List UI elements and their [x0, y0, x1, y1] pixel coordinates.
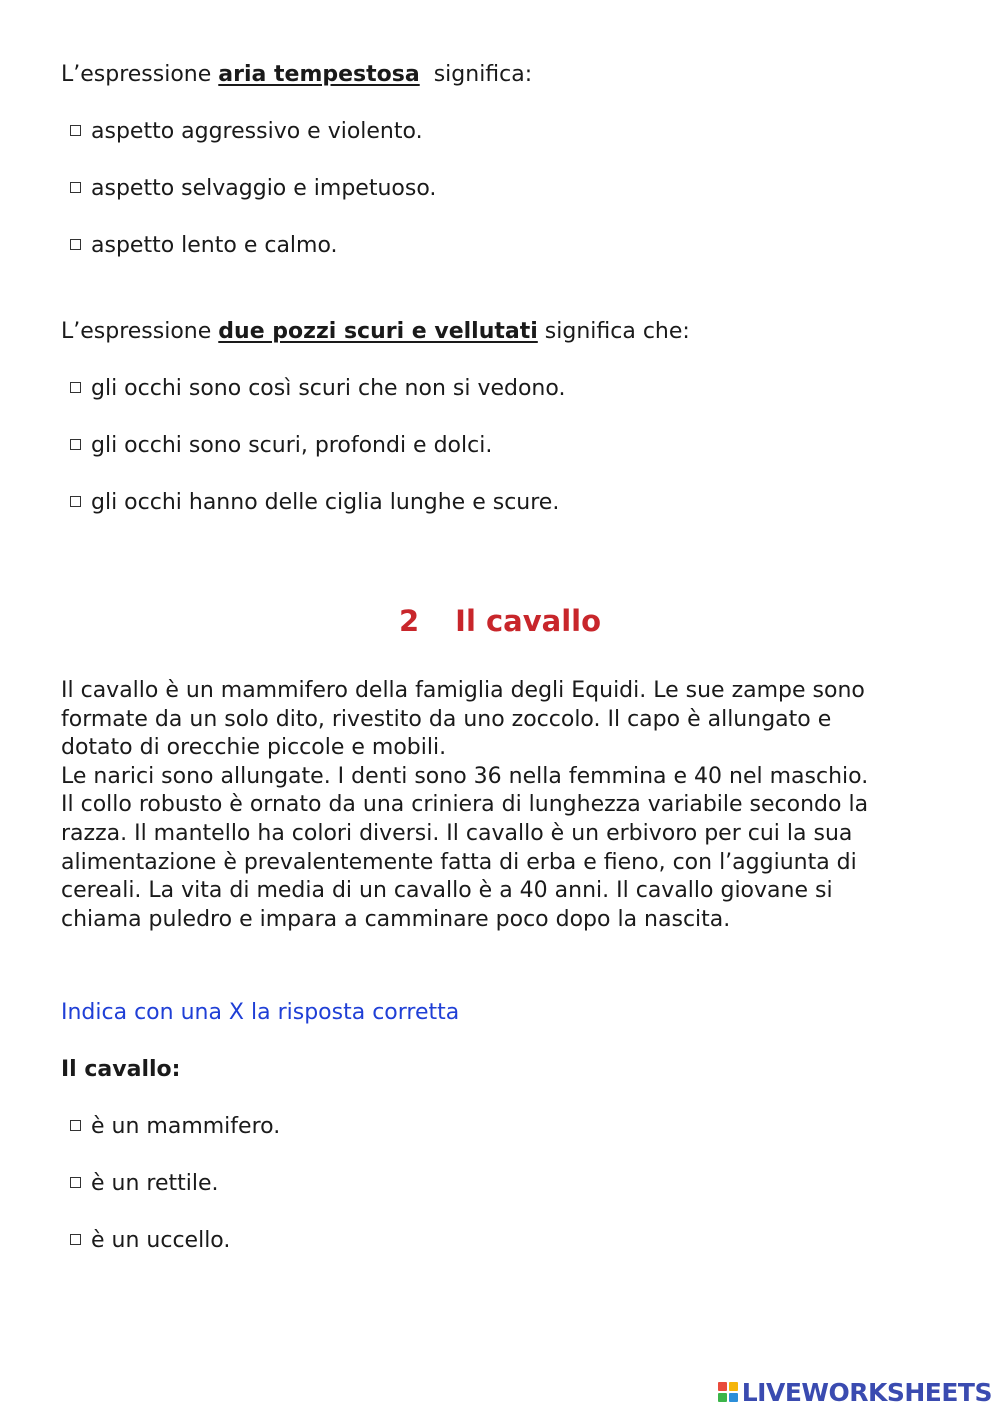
checkbox[interactable]: [70, 382, 81, 393]
question-2-option-1[interactable]: [70, 375, 565, 403]
question-2: [61, 318, 690, 346]
question-2-term: due pozzi scuri e vellutati: [218, 319, 538, 344]
checkbox[interactable]: [70, 125, 81, 136]
logo-text: LIVEWORKSHEETS: [741, 1377, 992, 1407]
logo-square: [718, 1393, 727, 1402]
exercise-option-1[interactable]: [70, 1113, 280, 1141]
option-text: è un rettile.: [91, 1171, 219, 1196]
checkbox[interactable]: [70, 1234, 81, 1245]
paragraph-line: dotato di orecchie piccole e mobili.: [61, 735, 447, 761]
option-text: gli occhi hanno delle ciglia lunghe e scure.: [91, 490, 560, 515]
option-text: gli occhi sono così scuri che non si vedono.: [91, 376, 566, 401]
exercise-option-2[interactable]: [70, 1170, 219, 1198]
reading-paragraph: [61, 677, 951, 934]
checkbox[interactable]: [70, 439, 81, 450]
question-1-suffix: significa:: [419, 62, 533, 87]
paragraph-line: Il cavallo è un mammifero della famiglia degli Equidi. Le sue zampe sono: [61, 678, 865, 703]
option-text: aspetto aggressivo e violento.: [91, 119, 423, 144]
logo-square: [729, 1393, 738, 1402]
logo-mark-icon: [718, 1382, 738, 1402]
checkbox[interactable]: [70, 239, 81, 250]
exercise-instruction: Indica con una X la risposta corretta: [61, 1000, 460, 1025]
section-number: 2: [398, 604, 420, 638]
paragraph-line: cereali. La vita di media di un cavallo è a 40 anni. Il cavallo giovane si: [61, 878, 833, 904]
option-text: gli occhi sono scuri, profondi e dolci.: [91, 433, 493, 458]
liveworksheets-logo: [718, 1377, 992, 1407]
paragraph-line: chiama puledro e impara a camminare poco dopo la nascita.: [61, 906, 731, 932]
question-1-prefix: L’espressione: [61, 62, 219, 87]
question-2-option-3[interactable]: [70, 489, 559, 517]
checkbox[interactable]: [70, 1177, 81, 1188]
paragraph-line: alimentazione è prevalentemente fatta di erba e fieno, con l’aggiunta di: [61, 849, 857, 875]
paragraph-line: Il collo robusto è ornato da una criniera di lunghezza variabile secondo la: [61, 792, 869, 818]
question-2-option-2[interactable]: [70, 432, 492, 460]
option-text: è un uccello.: [91, 1228, 231, 1253]
paragraph-line: Le narici sono allungate. I denti sono 36 nella femmina e 40 nel maschio.: [61, 763, 869, 789]
question-1: [61, 61, 532, 89]
option-text: aspetto selvaggio e impetuoso.: [91, 176, 437, 201]
paragraph-line: formate da un solo dito, rivestito da uno zoccolo. Il capo è allungato e: [61, 706, 832, 732]
logo-square: [729, 1382, 738, 1391]
section-title: [0, 603, 1000, 639]
checkbox[interactable]: [70, 182, 81, 193]
logo-square: [718, 1382, 727, 1391]
question-1-option-3[interactable]: [70, 232, 338, 260]
question-1-option-2[interactable]: [70, 175, 436, 203]
paragraph-line: razza. Il mantello ha colori diversi. Il cavallo è un erbivoro per cui la sua: [61, 820, 853, 846]
checkbox[interactable]: [70, 496, 81, 507]
question-2-suffix: significa che:: [537, 319, 690, 344]
exercise-subject: Il cavallo:: [61, 1057, 181, 1082]
question-1-term: aria tempestosa: [218, 62, 420, 87]
question-1-option-1[interactable]: [70, 118, 423, 146]
exercise-option-3[interactable]: [70, 1227, 230, 1255]
checkbox[interactable]: [70, 1120, 81, 1131]
option-text: è un mammifero.: [91, 1114, 281, 1139]
section-title-text: Il cavallo: [455, 604, 602, 638]
question-2-prefix: L’espressione: [61, 319, 219, 344]
option-text: aspetto lento e calmo.: [91, 233, 338, 258]
